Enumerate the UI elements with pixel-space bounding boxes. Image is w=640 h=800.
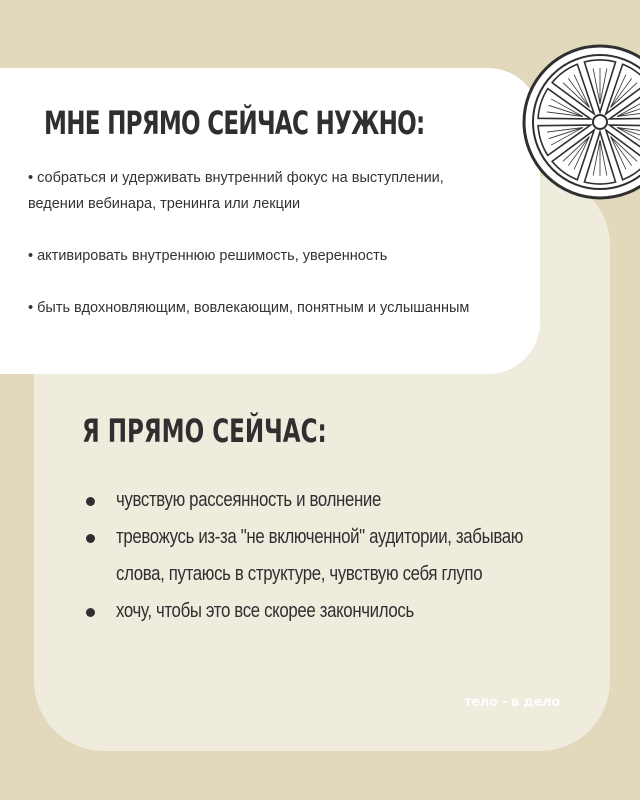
needs-list: [28, 165, 498, 347]
list-item: [86, 593, 556, 630]
list-item: [86, 482, 556, 519]
list-item-text: хочу, чтобы это все скорее закончилось: [116, 600, 414, 622]
list-item: [86, 519, 556, 593]
bullet-icon: [86, 497, 95, 506]
bullet-icon: [86, 608, 95, 617]
list-item: • быть вдохновляющим, вовлекающим, понятным и услышанным: [28, 295, 498, 321]
list-item-text: чувствую рассеянность и волнение: [116, 489, 381, 511]
brand-watermark: тело - в дело: [464, 695, 560, 710]
bullet-icon: [86, 534, 95, 543]
list-item: • активировать внутреннюю решимость, уверенность: [28, 243, 498, 269]
needs-title: МНЕ ПРЯМО СЕЙЧАС НУЖНО:: [44, 104, 425, 142]
state-list: [86, 482, 556, 630]
list-item: • собраться и удерживать внутренний фокус на выступлении, ведении вебинара, тренинга или лекции: [28, 165, 498, 217]
state-title: Я ПРЯМО СЕЙЧАС:: [82, 412, 327, 450]
lemon-slice-icon: [520, 42, 640, 202]
list-item-text: тревожусь из-за "не включенной" аудитории, забываю слова, путаюсь в структуре, чувствую себя глупо: [116, 526, 523, 585]
